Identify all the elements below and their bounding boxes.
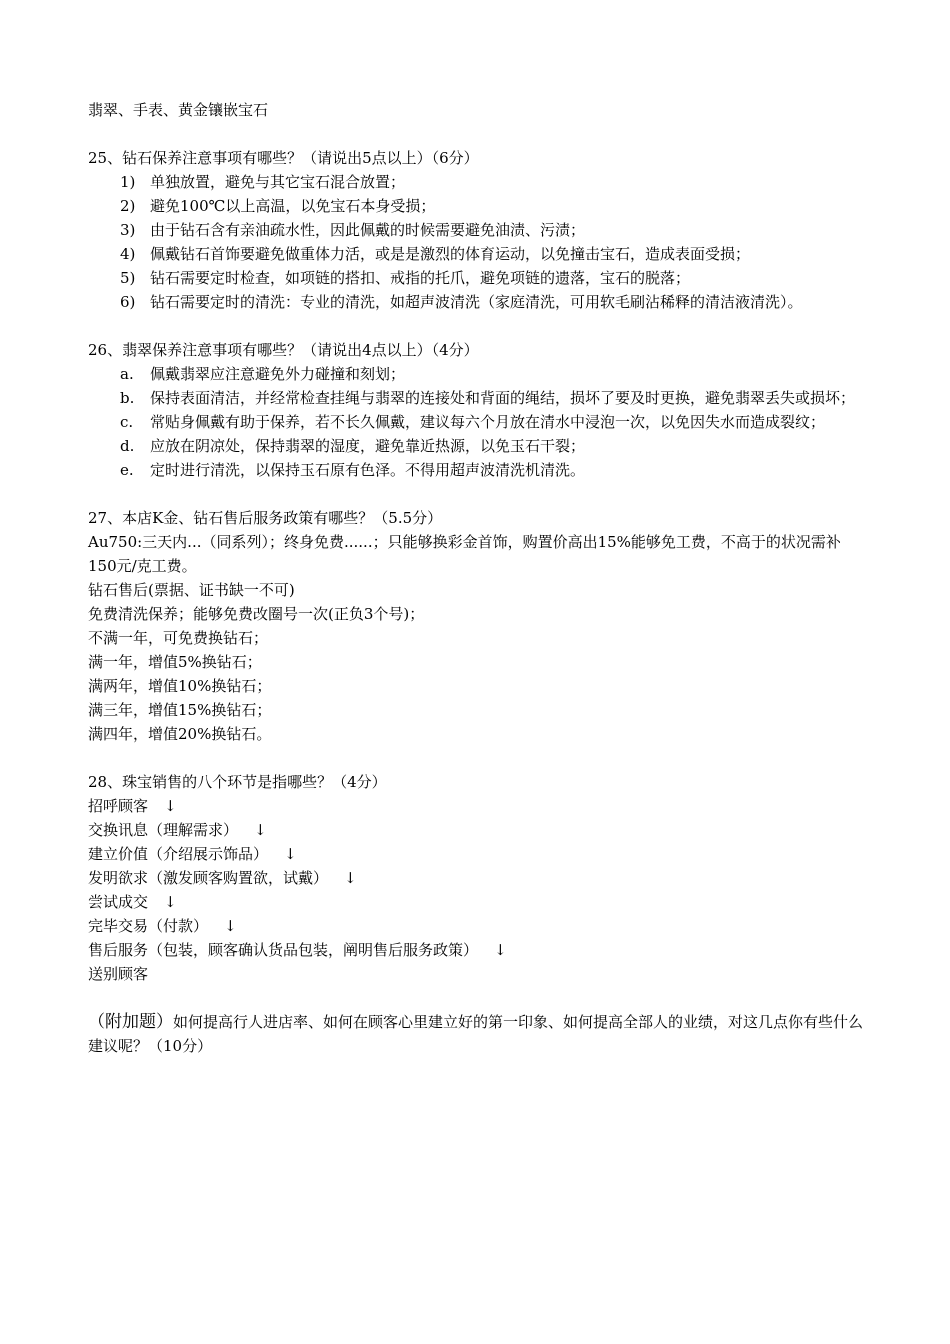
step-text: 送别顾客 — [88, 965, 149, 983]
item-number: b. — [120, 389, 135, 407]
q27-line: 满三年，增值15%换钻石； — [88, 701, 272, 719]
item-text: 应放在阴凉处，保持翡翠的湿度，避免靠近热源，以免玉石干裂； — [150, 437, 586, 455]
q27-line: 钻石售后(票据、证书缺一不可) — [88, 581, 295, 599]
item-number: 1) — [120, 173, 136, 191]
sales-step — [88, 866, 868, 890]
item-number: d. — [120, 437, 135, 455]
down-arrow-icon: ↓ — [344, 869, 357, 887]
item-text: 常贴身佩戴有助于保养，若不长久佩戴，建议每六个月放在清水中浸泡一次，以免因失水而造成裂纹； — [150, 413, 826, 431]
q27-line: 满两年，增值10%换钻石； — [88, 677, 272, 695]
step-text: 发明欲求（激发顾客购置欲，试戴） — [88, 869, 329, 887]
q27-title: 27、本店K金、钻石售后服务政策有哪些？（5.5分） — [88, 509, 443, 527]
down-arrow-icon: ↓ — [284, 845, 297, 863]
step-text: 交换讯息（理解需求） — [88, 821, 239, 839]
down-arrow-icon: ↓ — [254, 821, 267, 839]
q27-line: 免费清洗保养；能够免费改圈号一次(正负3个号)； — [88, 605, 425, 623]
down-arrow-icon: ↓ — [494, 941, 507, 959]
item-number: 3) — [120, 221, 136, 239]
item-number: c. — [120, 413, 134, 431]
list-item — [88, 362, 868, 386]
down-arrow-icon: ↓ — [164, 797, 177, 815]
list-item — [88, 266, 868, 290]
list-item — [88, 170, 868, 194]
q27-au750-paragraph: Au750:三天内...（同系列）；终身免费......；只能够换彩金首饰，购置价高出15%能够免工费，不高于的状况需补150元/克工费。 — [88, 533, 841, 575]
step-text: 尝试成交 — [88, 893, 149, 911]
sales-step — [88, 962, 868, 986]
list-item — [88, 458, 868, 482]
item-number: a. — [120, 365, 134, 383]
item-number: 5) — [120, 269, 136, 287]
step-text: 完毕交易（付款） — [88, 917, 209, 935]
item-text: 钻石需要定时的清洗：专业的清洗，如超声波清洗（家庭清洗，可用软毛刷沾稀释的清洁液清洗）。 — [150, 293, 803, 311]
step-text: 招呼顾客 — [88, 797, 149, 815]
item-number: e. — [120, 461, 134, 479]
list-item — [88, 410, 868, 434]
bonus-label: （附加题） — [88, 1012, 173, 1032]
sales-step — [88, 818, 868, 842]
list-item — [88, 194, 868, 218]
list-item — [88, 290, 868, 314]
bonus-text: 如何提高行人进店率、如何在顾客心里建立好的第一印象、如何提高全部人的业绩，对这几点你有些什么建议呢？（10分） — [88, 1013, 864, 1055]
item-text: 避免100℃以上高温，以免宝石本身受损； — [150, 197, 436, 215]
item-text: 佩戴钻石首饰要避免做重体力活，或是是激烈的体育运动，以免撞击宝石，造成表面受损； — [150, 245, 751, 263]
document-content — [88, 98, 868, 1058]
item-text: 佩戴翡翠应注意避免外力碰撞和刻划； — [150, 365, 406, 383]
q25-list — [88, 170, 868, 314]
item-text: 由于钻石含有亲油疏水性，因此佩戴的时候需要避免油渍、污渍； — [150, 221, 586, 239]
step-text: 建立价值（介绍展示饰品） — [88, 845, 269, 863]
q27-line: 满四年，增值20%换钻石。 — [88, 725, 272, 743]
item-text: 保持表面清洁，并经常检查挂绳与翡翠的连接处和背面的绳结，损坏了要及时更换，避免翡翠丢失或损坏； — [150, 389, 856, 407]
intro-line: 翡翠、手表、黄金镶嵌宝石 — [88, 101, 269, 119]
q26-title: 26、翡翠保养注意事项有哪些？（请说出4点以上）（4分） — [88, 341, 479, 359]
sales-step — [88, 890, 868, 914]
q25-title: 25、钻石保养注意事项有哪些？（请说出5点以上）（6分） — [88, 149, 479, 167]
sales-step — [88, 842, 868, 866]
item-text: 单独放置，避免与其它宝石混合放置； — [150, 173, 406, 191]
item-text: 定时进行清洗，以保持玉石原有色泽。不得用超声波清洗机清洗。 — [150, 461, 586, 479]
item-text: 钻石需要定时检查，如项链的搭扣、戒指的托爪，避免项链的遗落，宝石的脱落； — [150, 269, 691, 287]
down-arrow-icon: ↓ — [224, 917, 237, 935]
item-number: 4) — [120, 245, 136, 263]
item-number: 6) — [120, 293, 136, 311]
list-item — [88, 386, 868, 410]
list-item — [88, 218, 868, 242]
sales-step — [88, 914, 868, 938]
bonus-question — [88, 1010, 868, 1058]
sales-step — [88, 938, 868, 962]
sales-step — [88, 794, 868, 818]
step-text: 售后服务（包装，顾客确认货品包装，阐明售后服务政策） — [88, 941, 479, 959]
item-number: 2) — [120, 197, 136, 215]
down-arrow-icon: ↓ — [164, 893, 177, 911]
list-item — [88, 242, 868, 266]
q26-list — [88, 362, 868, 482]
q27-line: 不满一年，可免费换钻石； — [88, 629, 269, 647]
q27-line: 满一年，增值5%换钻石； — [88, 653, 262, 671]
q28-title: 28、珠宝销售的八个环节是指哪些？（4分） — [88, 773, 387, 791]
list-item — [88, 434, 868, 458]
